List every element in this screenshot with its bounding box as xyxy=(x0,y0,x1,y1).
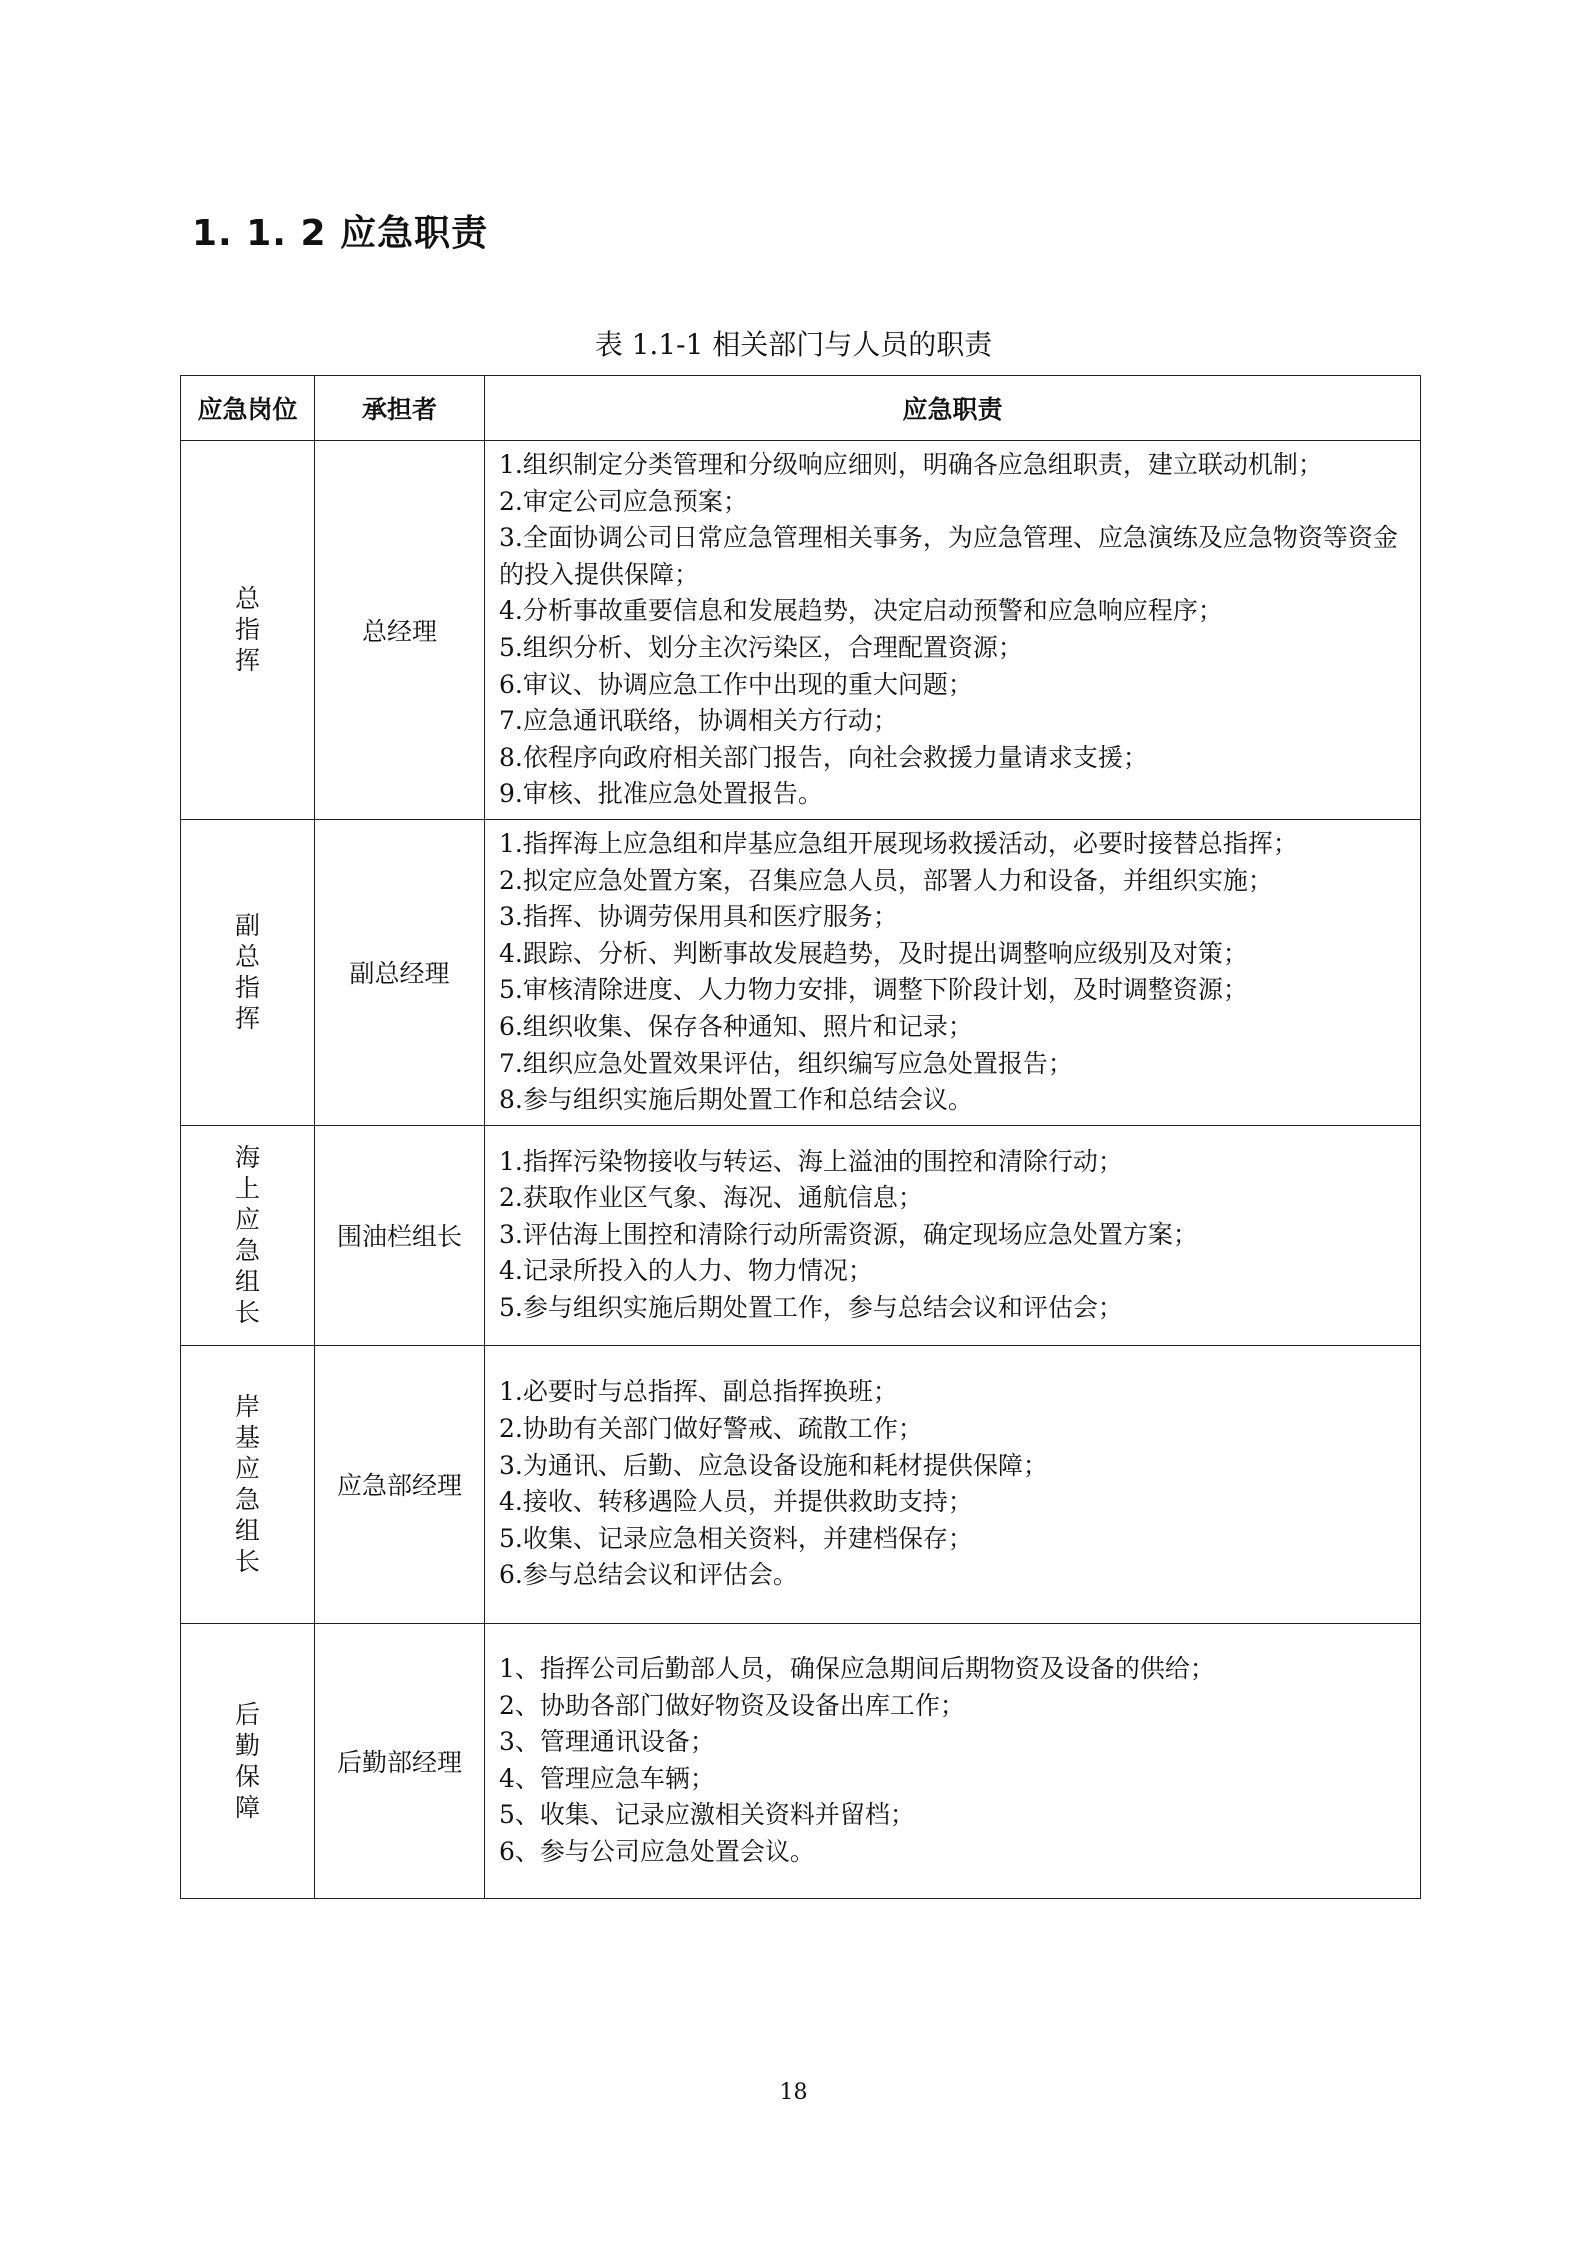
duty-item: 5.组织分析、划分主次污染区，合理配置资源； xyxy=(499,632,1023,662)
duty-item: 1.组织制定分类管理和分级响应细则，明确各应急组职责，建立联动机制； xyxy=(499,450,1323,479)
duty-item: 4.记录所投入的人力、物力情况； xyxy=(499,1256,873,1286)
table-row xyxy=(181,1345,1421,1623)
header-duties: 应急职责 xyxy=(485,376,1421,441)
person-cell: 总经理 xyxy=(315,441,485,820)
duty-item: 4.接收、转移遇险人员，并提供救助支持； xyxy=(499,1487,973,1517)
duty-item: 2、协助各部门做好物资及设备出库工作； xyxy=(499,1690,965,1720)
role-char: 指 xyxy=(234,615,260,645)
duty-item: 1.指挥海上应急组和岸基应急组开展现场救援活动，必要时接替总指挥； xyxy=(499,828,1298,858)
duty-item: 5、收集、记录应激相关资料并留档； xyxy=(499,1800,915,1830)
duty-item: 1.必要时与总指挥、副总指挥换班； xyxy=(499,1377,898,1407)
duty-item: 2.获取作业区气象、海况、通航信息； xyxy=(499,1183,923,1213)
duty-item: 2.审定公司应急预案； xyxy=(499,486,748,516)
duties-cell xyxy=(485,819,1421,1125)
table-row xyxy=(181,1125,1421,1345)
role-char: 后 xyxy=(234,1699,260,1729)
duties-cell xyxy=(485,441,1421,820)
duty-item: 6.审议、协调应急工作中出现的重大问题； xyxy=(499,669,973,699)
duty-item: 3.评估海上围控和清除行动所需资源，确定现场应急处置方案； xyxy=(499,1219,1198,1249)
duty-item: 4、管理应急车辆； xyxy=(499,1763,715,1793)
duty-item: 5.审核清除进度、人力物力安排，调整下阶段计划，及时调整资源； xyxy=(499,975,1248,1005)
duty-item: 5.收集、记录应急相关资料，并建档保存； xyxy=(499,1523,973,1553)
role-char: 副 xyxy=(234,911,260,941)
duty-item: 4.跟踪、分析、判断事故发展趋势，及时提出调整响应级别及对策； xyxy=(499,938,1248,968)
role-char: 长 xyxy=(234,1547,260,1577)
role-char: 总 xyxy=(234,942,260,972)
role-cell xyxy=(181,819,315,1125)
duty-item: 8.参与组织实施后期处置工作和总结会议。 xyxy=(499,1085,973,1115)
section-title: 1. 1. 2 应急职责 xyxy=(192,213,489,254)
role-char: 挥 xyxy=(234,646,260,676)
role-char: 组 xyxy=(234,1267,260,1297)
duty-item: 4.分析事故重要信息和发展趋势，决定启动预警和应急响应程序； xyxy=(499,596,1223,626)
duty-item: 8.依程序向政府相关部门报告，向社会救援力量请求支援； xyxy=(499,742,1148,772)
table-header-row xyxy=(181,376,1421,441)
person-cell: 后勤部经理 xyxy=(315,1623,485,1898)
role-char: 指 xyxy=(234,973,260,1003)
duty-item: 5.参与组织实施后期处置工作，参与总结会议和评估会； xyxy=(499,1293,1123,1323)
person-cell: 副总经理 xyxy=(315,819,485,1125)
duty-item: 7.应急通讯联络，协调相关方行动； xyxy=(499,706,898,736)
role-char: 岸 xyxy=(234,1392,260,1422)
duty-item: 6.参与总结会议和评估会。 xyxy=(499,1560,798,1590)
duties-cell xyxy=(485,1623,1421,1898)
role-cell xyxy=(181,1623,315,1898)
duty-item: 3.全面协调公司日常应急管理相关事务，为应急管理、应急演练及应急物资等资金的投入提供保障； xyxy=(499,523,1398,589)
role-char: 保 xyxy=(234,1761,260,1791)
role-char: 应 xyxy=(234,1205,260,1235)
table-row xyxy=(181,1623,1421,1898)
role-char: 急 xyxy=(234,1236,260,1266)
role-char: 上 xyxy=(234,1174,260,1204)
header-role: 应急岗位 xyxy=(181,376,315,441)
duty-item: 7.组织应急处置效果评估，组织编写应急处置报告； xyxy=(499,1048,1073,1078)
table-caption: 表 1.1-1 相关部门与人员的职责 xyxy=(594,328,993,361)
duty-item: 2.协助有关部门做好警戒、疏散工作； xyxy=(499,1414,923,1443)
role-char: 基 xyxy=(234,1423,260,1453)
role-cell xyxy=(181,1345,315,1623)
role-cell xyxy=(181,441,315,820)
page-number: 18 xyxy=(779,2080,808,2105)
duty-item: 6、参与公司应急处置会议。 xyxy=(499,1836,815,1866)
role-cell xyxy=(181,1125,315,1345)
duties-cell xyxy=(485,1125,1421,1345)
role-char: 勤 xyxy=(234,1730,260,1760)
role-char: 急 xyxy=(234,1485,260,1515)
role-char: 应 xyxy=(234,1454,260,1484)
duty-item: 6.组织收集、保存各种通知、照片和记录； xyxy=(499,1011,973,1041)
duty-item: 3.指挥、协调劳保用具和医疗服务； xyxy=(499,902,898,932)
header-person: 承担者 xyxy=(315,376,485,441)
duty-item: 2.拟定应急处置方案，召集应急人员，部署人力和设备，并组织实施； xyxy=(499,865,1273,895)
duty-table xyxy=(180,375,1421,1899)
duty-item: 3.为通讯、后勤、应急设备设施和耗材提供保障； xyxy=(499,1450,1048,1480)
role-char: 挥 xyxy=(234,1004,260,1034)
duty-item: 1、指挥公司后勤部人员，确保应急期间后期物资及设备的供给； xyxy=(499,1653,1215,1683)
role-char: 总 xyxy=(234,584,260,614)
duty-item: 3、管理通讯设备； xyxy=(499,1727,715,1757)
table-row xyxy=(181,819,1421,1125)
role-char: 长 xyxy=(234,1298,260,1328)
person-cell: 应急部经理 xyxy=(315,1345,485,1623)
duty-item: 1.指挥污染物接收与转运、海上溢油的围控和清除行动； xyxy=(499,1146,1123,1176)
duties-cell xyxy=(485,1345,1421,1623)
role-char: 海 xyxy=(234,1143,260,1173)
role-char: 障 xyxy=(234,1792,260,1822)
role-char: 组 xyxy=(234,1516,260,1546)
person-cell: 围油栏组长 xyxy=(315,1125,485,1345)
duty-item: 9.审核、批准应急处置报告。 xyxy=(499,779,823,809)
table-row xyxy=(181,441,1421,820)
